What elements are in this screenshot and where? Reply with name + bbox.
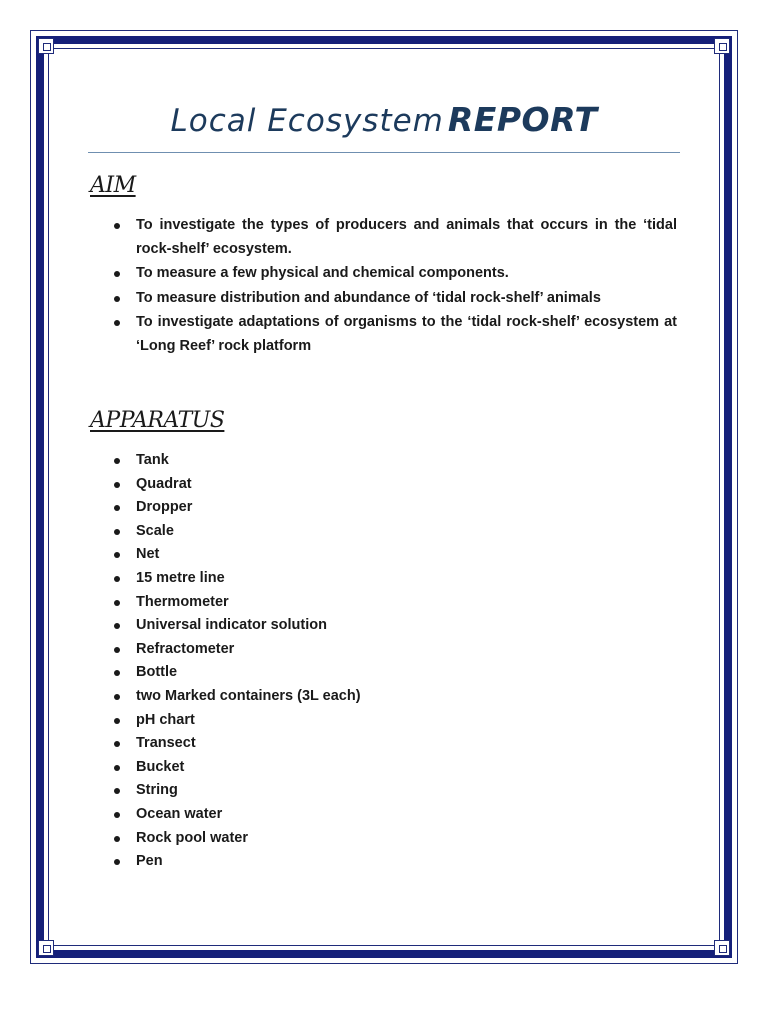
corner-ornament-bottom-left xyxy=(38,940,54,956)
aim-heading: AIM xyxy=(90,173,136,198)
apparatus-item: Scale xyxy=(90,520,590,544)
title-bold-part: REPORT xyxy=(447,100,598,139)
apparatus-item: two Marked containers (3L each) xyxy=(90,685,590,709)
corner-ornament-top-right xyxy=(714,38,730,54)
title-script-part: Local Ecosystem xyxy=(170,103,444,139)
apparatus-item: String xyxy=(90,779,590,803)
aim-item: To investigate adaptations of organisms to the ‘tidal rock-shelf’ ecosystem at ‘Long Reef’ rock platform xyxy=(90,311,677,358)
apparatus-item: Rock pool water xyxy=(90,827,590,851)
aim-item: To investigate the types of producers and animals that occurs in the ‘tidal rock-shelf’ ecosystem. xyxy=(90,214,677,261)
apparatus-item: Thermometer xyxy=(90,591,590,615)
apparatus-item: Quadrat xyxy=(90,473,590,497)
apparatus-item: Universal indicator solution xyxy=(90,614,590,638)
apparatus-item: Refractometer xyxy=(90,638,590,662)
page-title xyxy=(88,100,680,139)
apparatus-list xyxy=(90,449,590,874)
apparatus-item: Tank xyxy=(90,449,590,473)
corner-ornament-bottom-right xyxy=(714,940,730,956)
apparatus-heading: APPARATUS xyxy=(90,408,225,433)
apparatus-item: Dropper xyxy=(90,496,590,520)
apparatus-item: Ocean water xyxy=(90,803,590,827)
apparatus-item: pH chart xyxy=(90,709,590,733)
apparatus-item: Bucket xyxy=(90,756,590,780)
apparatus-item: 15 metre line xyxy=(90,567,590,591)
apparatus-item: Pen xyxy=(90,850,590,874)
apparatus-item: Net xyxy=(90,543,590,567)
aim-list xyxy=(90,214,677,359)
aim-item: To measure distribution and abundance of ‘tidal rock-shelf’ animals xyxy=(90,287,677,311)
corner-ornament-top-left xyxy=(38,38,54,54)
apparatus-item: Bottle xyxy=(90,661,590,685)
title-divider xyxy=(88,152,680,153)
apparatus-item: Transect xyxy=(90,732,590,756)
aim-item: To measure a few physical and chemical components. xyxy=(90,262,677,286)
